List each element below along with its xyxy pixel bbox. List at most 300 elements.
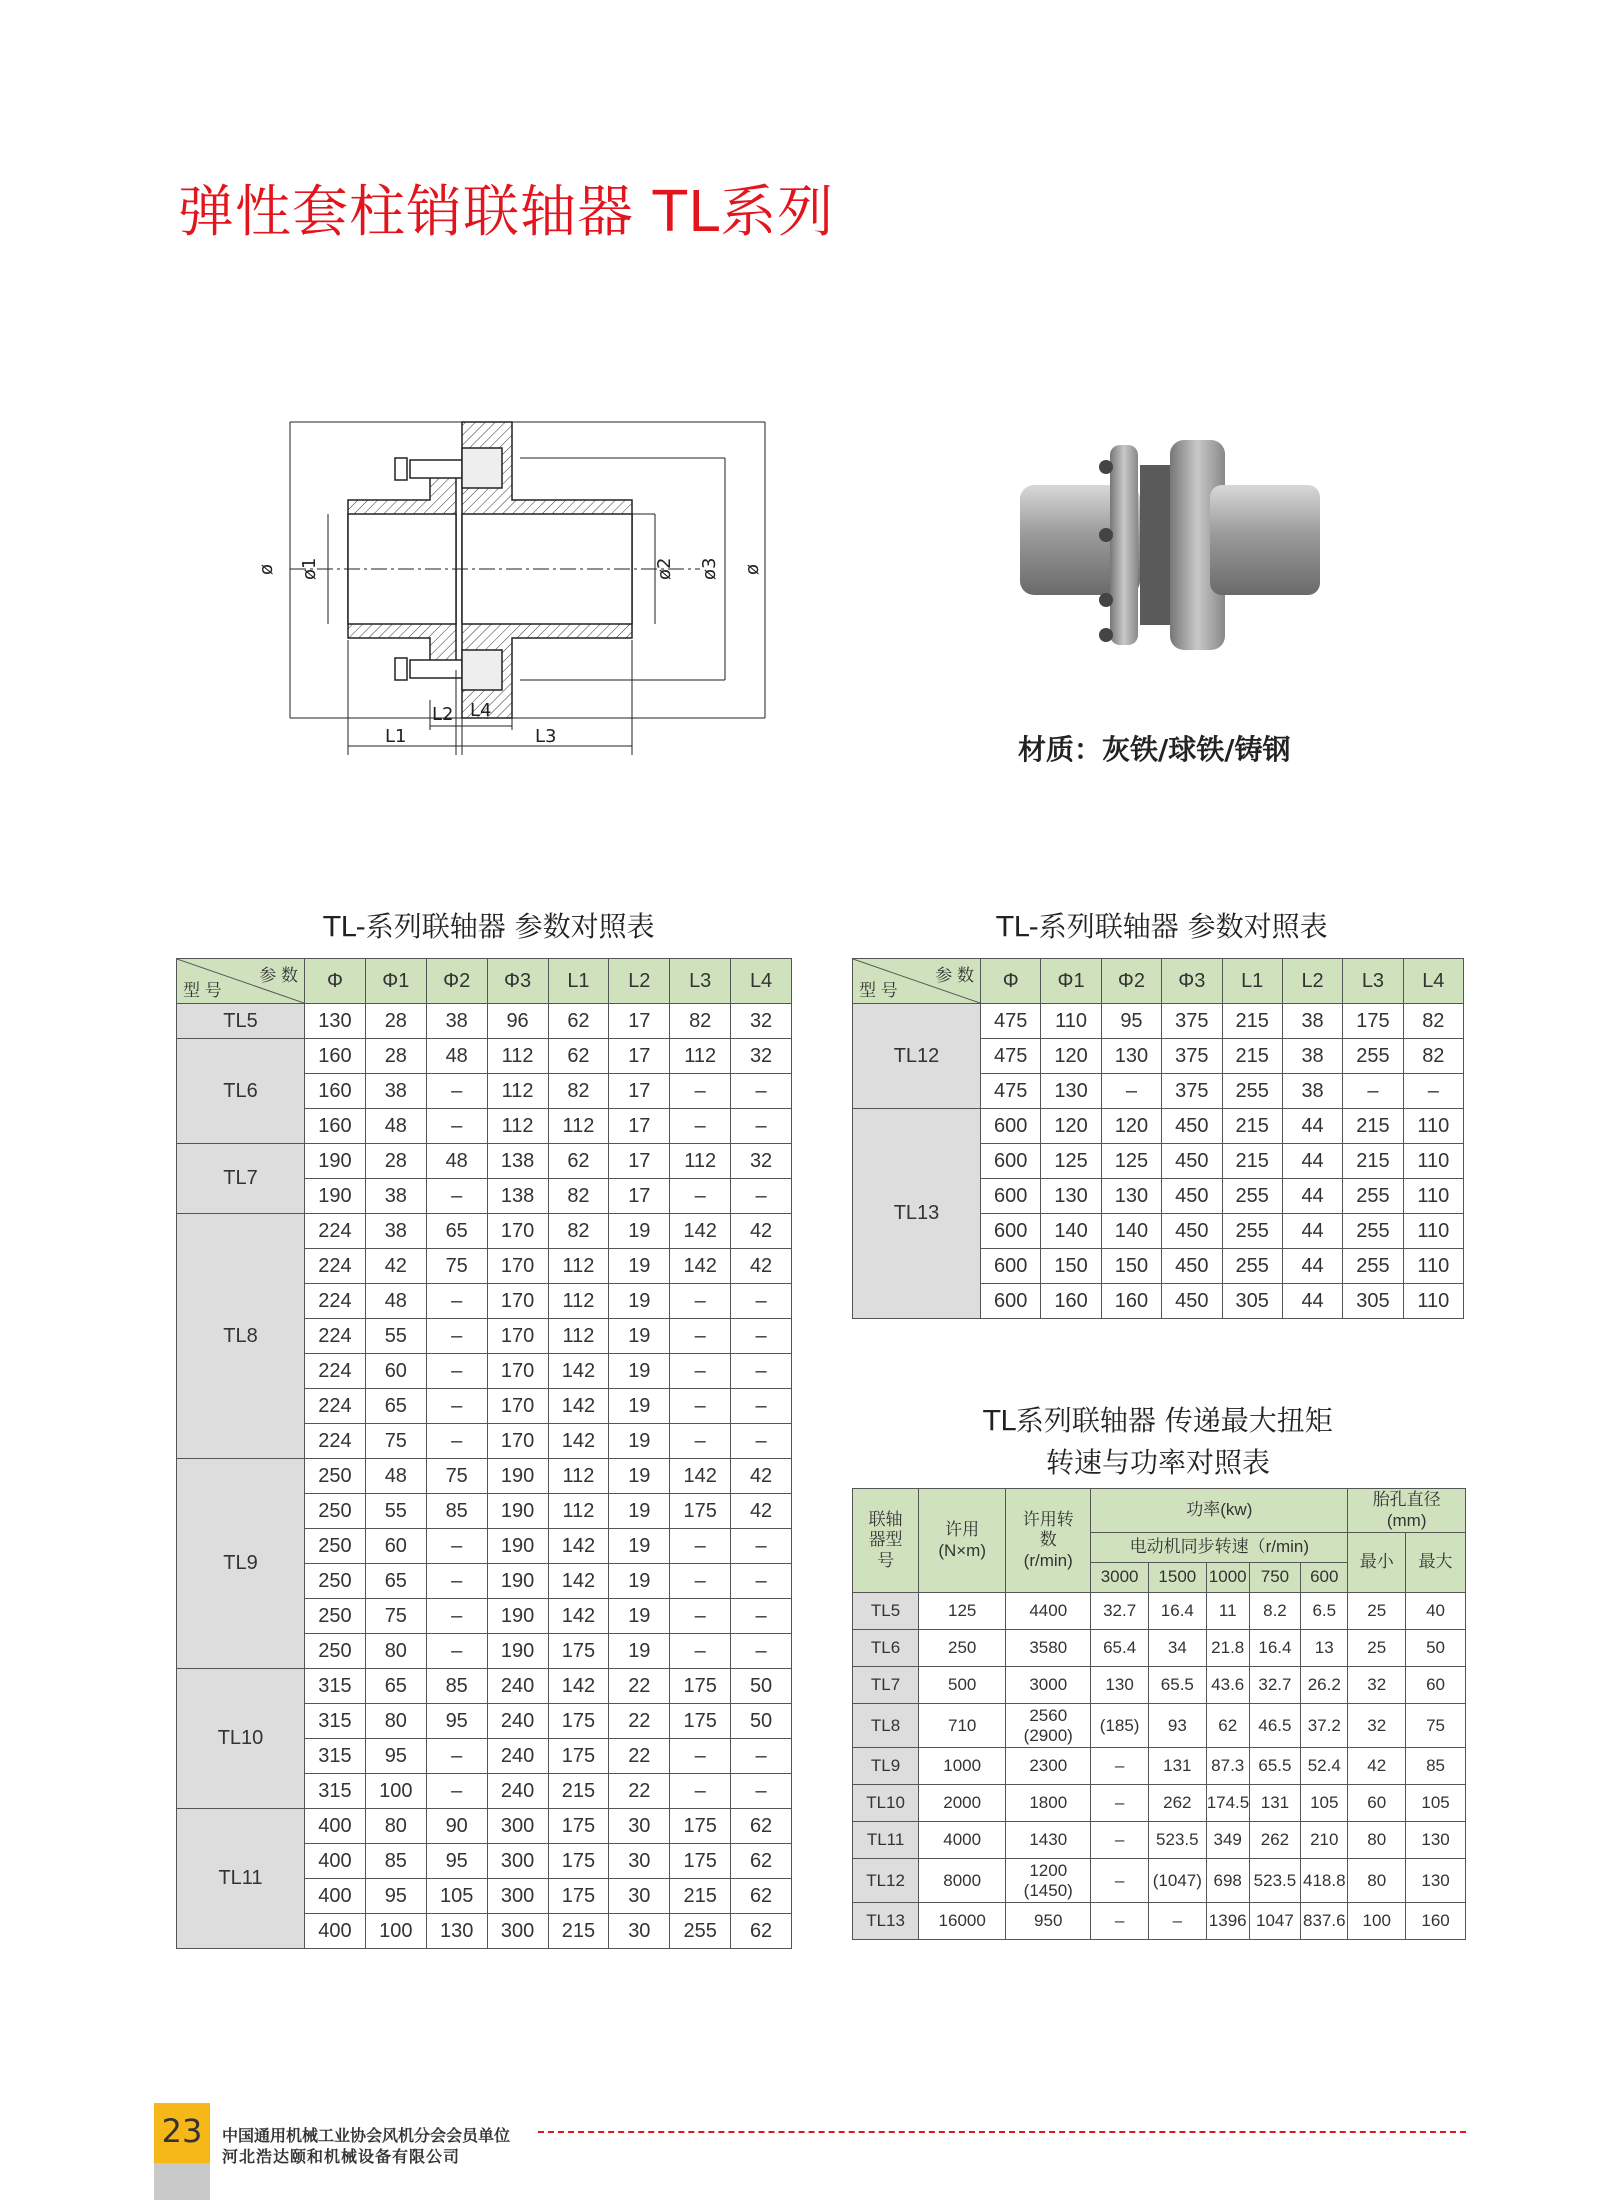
- column-header: Φ: [981, 959, 1041, 1004]
- value-cell: –: [426, 1529, 487, 1564]
- value-cell: 62: [731, 1844, 792, 1879]
- value-cell: 400: [305, 1914, 366, 1949]
- sync-speed-header: 3000: [1091, 1563, 1149, 1593]
- value-cell: 112: [487, 1074, 548, 1109]
- value-cell: –: [670, 1074, 731, 1109]
- value-cell: 224: [305, 1319, 366, 1354]
- value-cell: 190: [305, 1144, 366, 1179]
- value-cell: 112: [670, 1144, 731, 1179]
- dim-label-l4: L4: [470, 700, 492, 721]
- value-cell: 375: [1162, 1039, 1222, 1074]
- value-cell: 42: [731, 1214, 792, 1249]
- column-header: Φ2: [1101, 959, 1161, 1004]
- value-cell: 112: [548, 1319, 609, 1354]
- value-cell: 110: [1403, 1249, 1463, 1284]
- bore-min-cell: 100: [1348, 1903, 1406, 1940]
- value-cell: 450: [1162, 1284, 1222, 1319]
- value-cell: 19: [609, 1459, 670, 1494]
- value-cell: –: [670, 1634, 731, 1669]
- bore-min-cell: 80: [1348, 1822, 1406, 1859]
- value-cell: 100: [365, 1774, 426, 1809]
- t3-header-min: 最小: [1348, 1533, 1406, 1593]
- value-cell: –: [670, 1389, 731, 1424]
- power-cell: 16.4: [1148, 1593, 1206, 1630]
- value-cell: 300: [487, 1879, 548, 1914]
- value-cell: 48: [365, 1459, 426, 1494]
- value-cell: 240: [487, 1739, 548, 1774]
- power-cell: 87.3: [1206, 1748, 1249, 1785]
- bore-min-cell: 25: [1348, 1593, 1406, 1630]
- power-cell: (1047): [1148, 1859, 1206, 1903]
- value-cell: 140: [1041, 1214, 1101, 1249]
- value-cell: 82: [548, 1179, 609, 1214]
- value-cell: 255: [1222, 1249, 1282, 1284]
- value-cell: –: [731, 1284, 792, 1319]
- value-cell: 38: [1282, 1074, 1342, 1109]
- power-cell: 32.7: [1091, 1593, 1149, 1630]
- value-cell: 142: [670, 1249, 731, 1284]
- value-cell: –: [670, 1319, 731, 1354]
- value-cell: 305: [1222, 1284, 1282, 1319]
- value-cell: 190: [487, 1529, 548, 1564]
- value-cell: 17: [609, 1039, 670, 1074]
- value-cell: 48: [365, 1109, 426, 1144]
- value-cell: 130: [1041, 1179, 1101, 1214]
- value-cell: 112: [670, 1039, 731, 1074]
- value-cell: 19: [609, 1354, 670, 1389]
- sync-speed-header: 1000: [1206, 1563, 1249, 1593]
- table-row: [853, 1667, 1466, 1704]
- power-cell: –: [1091, 1748, 1149, 1785]
- value-cell: 170: [487, 1354, 548, 1389]
- value-cell: 170: [487, 1249, 548, 1284]
- value-cell: 17: [609, 1144, 670, 1179]
- torque-cell: 125: [919, 1593, 1006, 1630]
- column-header: L1: [1222, 959, 1282, 1004]
- power-cell: 65.5: [1249, 1748, 1300, 1785]
- corner-header: [177, 959, 305, 1004]
- table-row: [177, 1214, 792, 1249]
- value-cell: 19: [609, 1634, 670, 1669]
- value-cell: 112: [548, 1249, 609, 1284]
- value-cell: 215: [1343, 1109, 1403, 1144]
- model-cell: TL7: [853, 1667, 919, 1704]
- power-cell: –: [1091, 1822, 1149, 1859]
- value-cell: 215: [1222, 1039, 1282, 1074]
- bore-max-cell: 160: [1406, 1903, 1466, 1940]
- value-cell: 600: [981, 1179, 1041, 1214]
- value-cell: 300: [487, 1809, 548, 1844]
- value-cell: 255: [1222, 1214, 1282, 1249]
- power-cell: 32.7: [1249, 1667, 1300, 1704]
- table3-title-line1: TL系列联轴器 传递最大扭矩: [983, 1404, 1333, 1437]
- speed-cell: 1430: [1006, 1822, 1091, 1859]
- model-cell: TL8: [853, 1704, 919, 1748]
- corner-param-label: 参 数: [935, 966, 974, 985]
- value-cell: 19: [609, 1249, 670, 1284]
- value-cell: 17: [609, 1179, 670, 1214]
- footer-divider: [538, 2131, 1466, 2133]
- power-cell: 52.4: [1301, 1748, 1348, 1785]
- value-cell: 305: [1343, 1284, 1403, 1319]
- power-cell: 16.4: [1249, 1630, 1300, 1667]
- value-cell: 175: [670, 1704, 731, 1739]
- value-cell: 175: [670, 1809, 731, 1844]
- value-cell: 300: [487, 1914, 548, 1949]
- bore-min-cell: 60: [1348, 1785, 1406, 1822]
- value-cell: 130: [305, 1004, 366, 1039]
- table-row: [177, 1004, 792, 1039]
- value-cell: 19: [609, 1599, 670, 1634]
- value-cell: 170: [487, 1424, 548, 1459]
- value-cell: 175: [548, 1704, 609, 1739]
- column-header: L3: [670, 959, 731, 1004]
- power-cell: (185): [1091, 1704, 1149, 1748]
- table-row: [853, 1630, 1466, 1667]
- value-cell: 224: [305, 1354, 366, 1389]
- speed-cell: 3000: [1006, 1667, 1091, 1704]
- speed-cell: 1800: [1006, 1785, 1091, 1822]
- t3-header-model: 联轴器型号: [853, 1489, 919, 1593]
- value-cell: 19: [609, 1284, 670, 1319]
- dim-label-l1: L1: [385, 726, 407, 747]
- value-cell: 100: [365, 1914, 426, 1949]
- value-cell: 142: [548, 1354, 609, 1389]
- power-cell: 698: [1206, 1859, 1249, 1903]
- dim-label-l3: L3: [535, 726, 557, 747]
- table-row: [177, 1144, 792, 1179]
- value-cell: –: [731, 1739, 792, 1774]
- bore-min-cell: 32: [1348, 1667, 1406, 1704]
- table2-title: TL-系列联轴器 参数对照表: [996, 910, 1328, 943]
- bore-max-cell: 60: [1406, 1667, 1466, 1704]
- value-cell: –: [426, 1634, 487, 1669]
- value-cell: 600: [981, 1144, 1041, 1179]
- value-cell: 22: [609, 1739, 670, 1774]
- power-cell: –: [1091, 1903, 1149, 1940]
- value-cell: –: [731, 1564, 792, 1599]
- value-cell: 240: [487, 1669, 548, 1704]
- value-cell: 42: [731, 1249, 792, 1284]
- value-cell: 600: [981, 1109, 1041, 1144]
- value-cell: 190: [487, 1634, 548, 1669]
- page-number: 23: [161, 2112, 203, 2150]
- value-cell: 160: [1101, 1284, 1161, 1319]
- table-row: [853, 1109, 1464, 1144]
- model-cell: TL9: [853, 1748, 919, 1785]
- value-cell: 250: [305, 1459, 366, 1494]
- value-cell: 65: [365, 1389, 426, 1424]
- value-cell: 450: [1162, 1179, 1222, 1214]
- value-cell: –: [731, 1599, 792, 1634]
- value-cell: 44: [1282, 1109, 1342, 1144]
- value-cell: 48: [365, 1284, 426, 1319]
- sync-speed-header: 750: [1249, 1563, 1300, 1593]
- value-cell: 82: [1403, 1004, 1463, 1039]
- value-cell: 224: [305, 1389, 366, 1424]
- power-cell: 65.4: [1091, 1630, 1149, 1667]
- column-header: L4: [731, 959, 792, 1004]
- value-cell: 255: [1222, 1074, 1282, 1109]
- value-cell: –: [670, 1599, 731, 1634]
- dim-label-phi1: ø1: [299, 557, 320, 580]
- value-cell: 38: [1282, 1039, 1342, 1074]
- corner-model-label: 型 号: [183, 981, 222, 1000]
- model-cell: TL6: [177, 1039, 305, 1144]
- value-cell: 600: [981, 1284, 1041, 1319]
- table2-dimensions: [852, 958, 1464, 1319]
- value-cell: –: [670, 1284, 731, 1319]
- value-cell: 215: [1343, 1144, 1403, 1179]
- value-cell: 150: [1041, 1249, 1101, 1284]
- value-cell: –: [670, 1564, 731, 1599]
- power-cell: 43.6: [1206, 1667, 1249, 1704]
- value-cell: –: [731, 1634, 792, 1669]
- value-cell: 250: [305, 1494, 366, 1529]
- model-cell: TL13: [853, 1109, 981, 1319]
- value-cell: 28: [365, 1144, 426, 1179]
- value-cell: 95: [365, 1879, 426, 1914]
- value-cell: 38: [365, 1214, 426, 1249]
- value-cell: 42: [365, 1249, 426, 1284]
- value-cell: 75: [365, 1424, 426, 1459]
- power-cell: 130: [1091, 1667, 1149, 1704]
- value-cell: 42: [731, 1494, 792, 1529]
- bore-min-cell: 32: [1348, 1704, 1406, 1748]
- value-cell: 32: [731, 1144, 792, 1179]
- value-cell: 160: [305, 1074, 366, 1109]
- value-cell: 190: [305, 1179, 366, 1214]
- value-cell: 224: [305, 1424, 366, 1459]
- material-text: 材质：灰铁/球铁/铸钢: [1018, 733, 1291, 766]
- bore-max-cell: 105: [1406, 1785, 1466, 1822]
- value-cell: 42: [731, 1459, 792, 1494]
- table-row: [177, 1809, 792, 1844]
- value-cell: 125: [1041, 1144, 1101, 1179]
- value-cell: 112: [548, 1494, 609, 1529]
- value-cell: 175: [670, 1494, 731, 1529]
- t3-header-torque: 许用(N×m): [919, 1489, 1006, 1593]
- power-cell: 93: [1148, 1704, 1206, 1748]
- power-cell: –: [1091, 1859, 1149, 1903]
- model-cell: TL5: [177, 1004, 305, 1039]
- value-cell: 160: [305, 1109, 366, 1144]
- power-cell: 34: [1148, 1630, 1206, 1667]
- value-cell: 82: [670, 1004, 731, 1039]
- value-cell: –: [670, 1109, 731, 1144]
- bore-max-cell: 40: [1406, 1593, 1466, 1630]
- value-cell: 62: [548, 1004, 609, 1039]
- power-cell: 13: [1301, 1630, 1348, 1667]
- column-header: Φ1: [1041, 959, 1101, 1004]
- power-cell: 418.8: [1301, 1859, 1348, 1903]
- value-cell: 160: [305, 1039, 366, 1074]
- value-cell: 65: [426, 1214, 487, 1249]
- value-cell: 48: [426, 1144, 487, 1179]
- value-cell: –: [426, 1564, 487, 1599]
- model-cell: TL11: [853, 1822, 919, 1859]
- value-cell: –: [426, 1424, 487, 1459]
- value-cell: 44: [1282, 1179, 1342, 1214]
- sync-speed-header: 600: [1301, 1563, 1348, 1593]
- value-cell: 130: [1101, 1179, 1161, 1214]
- torque-cell: 4000: [919, 1822, 1006, 1859]
- sync-speed-header: 1500: [1148, 1563, 1206, 1593]
- bore-max-cell: 130: [1406, 1822, 1466, 1859]
- column-header: Φ3: [1162, 959, 1222, 1004]
- value-cell: 38: [365, 1179, 426, 1214]
- speed-cell: 2300: [1006, 1748, 1091, 1785]
- value-cell: 175: [548, 1739, 609, 1774]
- value-cell: 22: [609, 1704, 670, 1739]
- page-title: 弹性套柱销联轴器 TL系列: [178, 180, 835, 245]
- value-cell: 250: [305, 1599, 366, 1634]
- value-cell: 19: [609, 1214, 670, 1249]
- table3-title: [852, 1400, 1464, 1484]
- value-cell: 170: [487, 1319, 548, 1354]
- value-cell: 300: [487, 1844, 548, 1879]
- value-cell: 600: [981, 1214, 1041, 1249]
- value-cell: 175: [548, 1634, 609, 1669]
- value-cell: 19: [609, 1319, 670, 1354]
- value-cell: 175: [1343, 1004, 1403, 1039]
- value-cell: 175: [670, 1844, 731, 1879]
- value-cell: 17: [609, 1004, 670, 1039]
- corner-header: [853, 959, 981, 1004]
- table-row: [853, 1004, 1464, 1039]
- value-cell: 190: [487, 1459, 548, 1494]
- value-cell: 215: [670, 1879, 731, 1914]
- value-cell: 450: [1162, 1109, 1222, 1144]
- table-row: [853, 1704, 1466, 1748]
- torque-cell: 710: [919, 1704, 1006, 1748]
- model-cell: TL12: [853, 1859, 919, 1903]
- value-cell: 255: [670, 1914, 731, 1949]
- torque-cell: 250: [919, 1630, 1006, 1667]
- value-cell: 48: [426, 1039, 487, 1074]
- bore-min-cell: 25: [1348, 1630, 1406, 1667]
- value-cell: –: [670, 1354, 731, 1389]
- value-cell: 44: [1282, 1284, 1342, 1319]
- torque-cell: 500: [919, 1667, 1006, 1704]
- value-cell: 28: [365, 1004, 426, 1039]
- column-header: L2: [1282, 959, 1342, 1004]
- dim-label-phi: ø: [256, 563, 277, 575]
- table1-title: TL-系列联轴器 参数对照表: [323, 910, 655, 943]
- value-cell: 65: [365, 1564, 426, 1599]
- table-row: [853, 1859, 1466, 1903]
- value-cell: 50: [731, 1704, 792, 1739]
- value-cell: 19: [609, 1564, 670, 1599]
- value-cell: 44: [1282, 1144, 1342, 1179]
- value-cell: 17: [609, 1074, 670, 1109]
- value-cell: 400: [305, 1844, 366, 1879]
- value-cell: –: [1101, 1074, 1161, 1109]
- power-cell: 523.5: [1249, 1859, 1300, 1903]
- value-cell: 55: [365, 1319, 426, 1354]
- value-cell: 142: [548, 1424, 609, 1459]
- value-cell: 62: [731, 1809, 792, 1844]
- value-cell: 215: [548, 1914, 609, 1949]
- value-cell: 112: [548, 1284, 609, 1319]
- value-cell: 30: [609, 1844, 670, 1879]
- value-cell: 38: [1282, 1004, 1342, 1039]
- value-cell: 85: [426, 1669, 487, 1704]
- value-cell: 450: [1162, 1249, 1222, 1284]
- value-cell: 600: [981, 1249, 1041, 1284]
- power-cell: 1047: [1249, 1903, 1300, 1940]
- value-cell: 142: [548, 1529, 609, 1564]
- value-cell: 22: [609, 1669, 670, 1704]
- value-cell: 17: [609, 1109, 670, 1144]
- model-cell: TL9: [177, 1459, 305, 1669]
- bore-min-cell: 42: [1348, 1748, 1406, 1785]
- value-cell: 19: [609, 1389, 670, 1424]
- value-cell: 19: [609, 1424, 670, 1459]
- corner-param-label: 参 数: [259, 966, 298, 985]
- dim-label-phi2: ø2: [654, 557, 675, 580]
- power-cell: 65.5: [1148, 1667, 1206, 1704]
- model-cell: TL11: [177, 1809, 305, 1949]
- power-cell: 46.5: [1249, 1704, 1300, 1748]
- value-cell: 22: [609, 1774, 670, 1809]
- value-cell: 65: [365, 1669, 426, 1704]
- value-cell: –: [731, 1424, 792, 1459]
- speed-cell: 950: [1006, 1903, 1091, 1940]
- value-cell: 32: [731, 1004, 792, 1039]
- value-cell: –: [731, 1529, 792, 1564]
- power-cell: 105: [1301, 1785, 1348, 1822]
- value-cell: 44: [1282, 1249, 1342, 1284]
- value-cell: 315: [305, 1739, 366, 1774]
- table1-dimensions: [176, 958, 792, 1949]
- value-cell: 30: [609, 1879, 670, 1914]
- value-cell: 19: [609, 1529, 670, 1564]
- value-cell: 215: [1222, 1109, 1282, 1144]
- value-cell: 138: [487, 1144, 548, 1179]
- value-cell: –: [426, 1319, 487, 1354]
- value-cell: 175: [670, 1669, 731, 1704]
- value-cell: 215: [1222, 1004, 1282, 1039]
- power-cell: 26.2: [1301, 1667, 1348, 1704]
- coupling-product-photo: [1010, 425, 1330, 665]
- value-cell: 62: [548, 1039, 609, 1074]
- value-cell: 170: [487, 1389, 548, 1424]
- value-cell: 215: [548, 1774, 609, 1809]
- value-cell: 400: [305, 1809, 366, 1844]
- value-cell: –: [426, 1074, 487, 1109]
- table-row: [177, 1039, 792, 1074]
- value-cell: –: [731, 1774, 792, 1809]
- bore-max-cell: 50: [1406, 1630, 1466, 1667]
- model-cell: TL7: [177, 1144, 305, 1214]
- value-cell: 38: [365, 1074, 426, 1109]
- value-cell: 112: [548, 1109, 609, 1144]
- dim-label-phi3: ø3: [699, 557, 720, 580]
- value-cell: 75: [426, 1249, 487, 1284]
- power-cell: 37.2: [1301, 1704, 1348, 1748]
- speed-cell: 4400: [1006, 1593, 1091, 1630]
- value-cell: 95: [426, 1844, 487, 1879]
- value-cell: 175: [548, 1879, 609, 1914]
- value-cell: 130: [1101, 1039, 1161, 1074]
- value-cell: 190: [487, 1494, 548, 1529]
- value-cell: 90: [426, 1809, 487, 1844]
- value-cell: 120: [1041, 1039, 1101, 1074]
- value-cell: 112: [548, 1459, 609, 1494]
- value-cell: 255: [1343, 1214, 1403, 1249]
- power-cell: 1396: [1206, 1903, 1249, 1940]
